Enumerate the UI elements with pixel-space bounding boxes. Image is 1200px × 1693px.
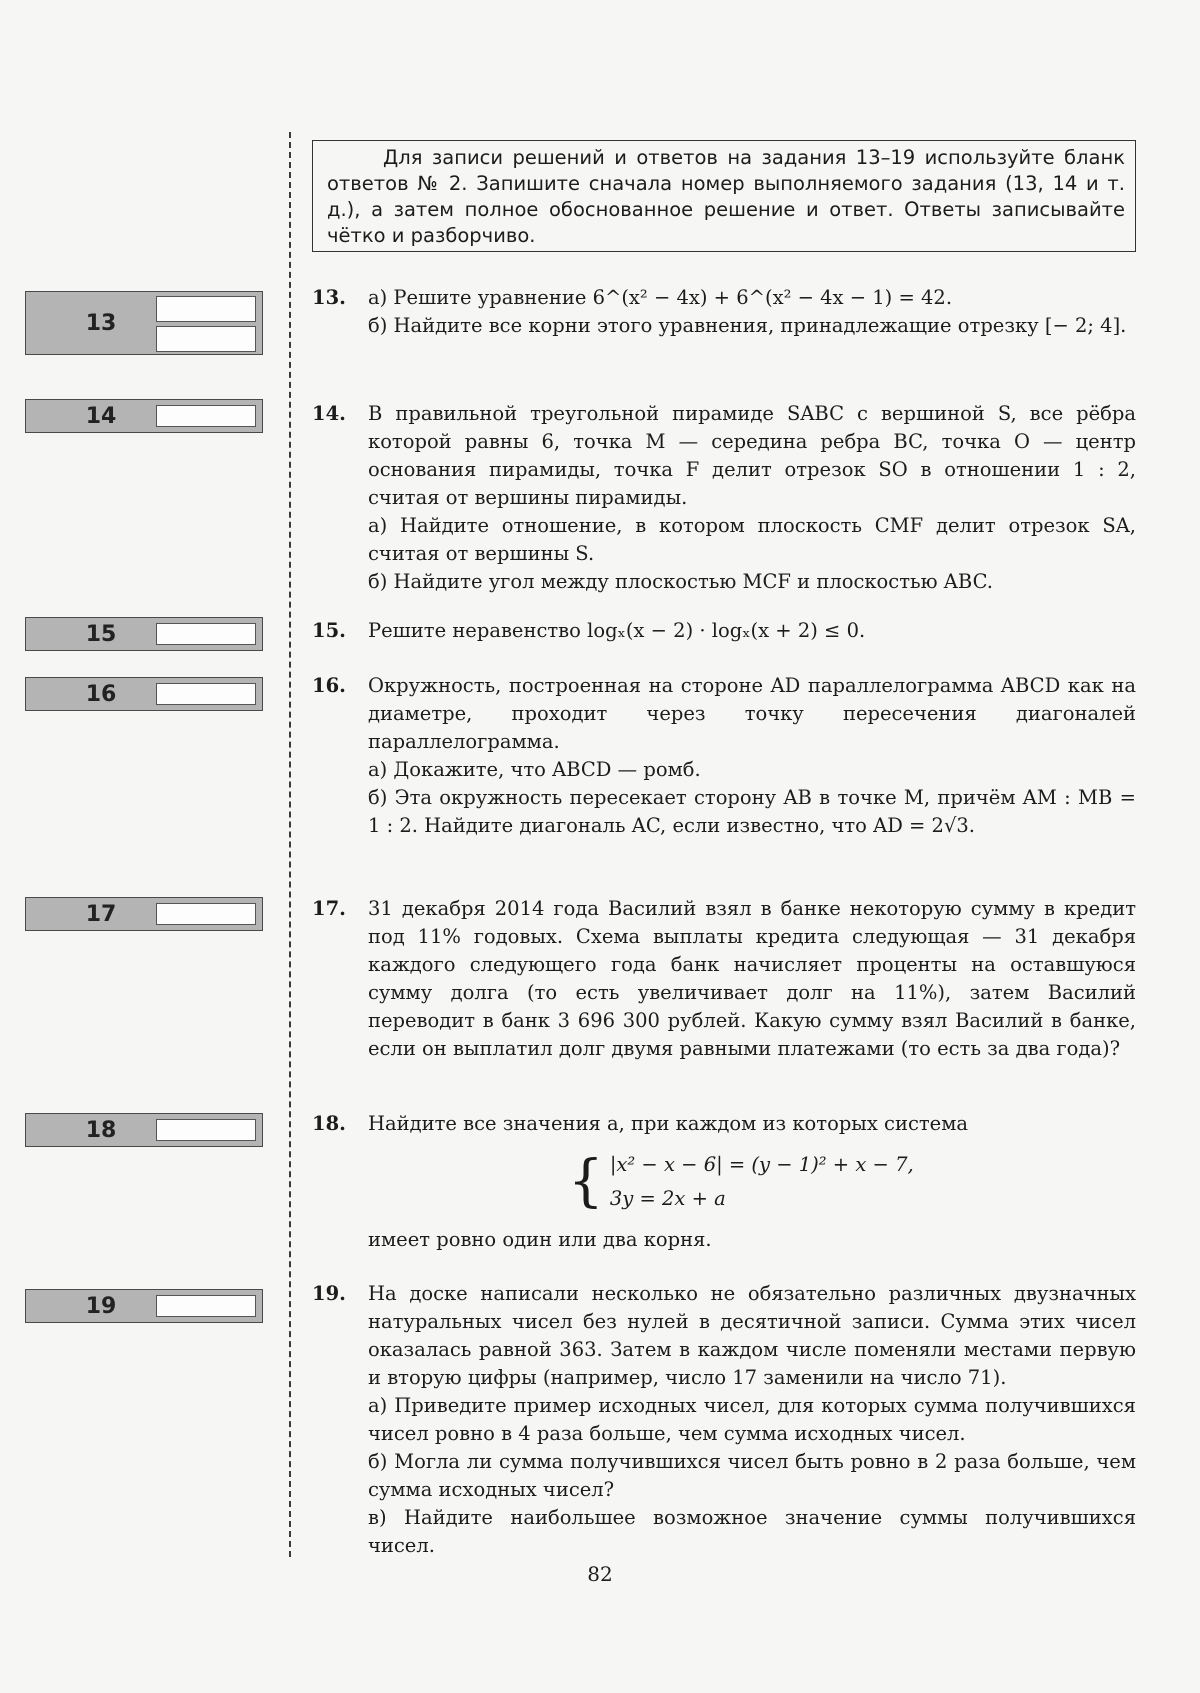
tag-number: 13	[85, 310, 117, 336]
cut-line	[289, 132, 291, 1557]
answer-box[interactable]	[156, 623, 256, 645]
task-16-part-a: а) Докажите, что ABCD — ромб.	[368, 758, 701, 781]
task-18	[312, 1110, 1136, 1254]
task-14-part-a: а) Найдите отношение, в котором плоскость CMF делит отрезок SA, считая от вершины S.	[368, 514, 1136, 565]
task-number: 16.	[312, 674, 346, 697]
answer-box[interactable]	[156, 296, 256, 322]
tag-number: 15	[85, 621, 117, 647]
task-number: 14.	[312, 402, 346, 425]
task-number: 19.	[312, 1282, 346, 1305]
tag-number: 17	[85, 901, 117, 927]
task-number: 18.	[312, 1112, 346, 1135]
task-16	[312, 672, 1136, 840]
system-brace: {	[568, 1149, 604, 1214]
answer-box[interactable]	[156, 683, 256, 705]
instructions-box	[312, 140, 1136, 252]
answer-box[interactable]	[156, 903, 256, 925]
task-13	[312, 284, 1136, 340]
answer-box[interactable]	[156, 1295, 256, 1317]
answer-tag-19	[25, 1289, 263, 1323]
tag-number: 16	[85, 681, 117, 707]
task-17-text: 31 декабря 2014 года Василий взял в банке некоторую сумму в кредит под 11% годовых. Схема выплаты кредита следующая — 31 декабря каждого следующего года банк начисляет проценты на оставшуюся сумму долга (то есть увеличивает долг на 11%), затем Василий переводит в банк 3 696 300 рублей. Какую сумму взял Василий в банке, если он выплатил долг двумя равными платежами (то есть за два года)?	[368, 897, 1136, 1060]
task-18-outro: имеет ровно один или два корня.	[368, 1228, 712, 1251]
system-equation-2: 3y = 2x + a	[609, 1187, 726, 1210]
task-13-part-a: а) Решите уравнение 6^(x² − 4x) + 6^(x² − 4x − 1) = 42.	[368, 286, 953, 309]
answer-tag-15	[25, 617, 263, 651]
answer-box[interactable]	[156, 1119, 256, 1141]
task-19-part-b: б) Могла ли сумма получившихся чисел быть ровно в 2 раза больше, чем сумма исходных чисел?	[368, 1450, 1136, 1501]
task-16-intro: Окружность, построенная на стороне AD параллелограмма ABCD как на диаметре, проходит через точку пересечения диагоналей параллелограмма.	[368, 674, 1136, 753]
task-16-part-b: б) Эта окружность пересекает сторону AB в точке M, причём AM : MB = 1 : 2. Найдите диагональ AC, если известно, что AD = 2√3.	[368, 786, 1136, 837]
instructions-text: Для записи решений и ответов на задания 13–19 используйте бланк ответов № 2. Запишите сначала номер выполняемого задания (13, 14 и т. д.), а затем полное обоснованное решение и ответ. Ответы записывайте чётко и разборчиво.	[327, 146, 1125, 247]
answer-box[interactable]	[156, 326, 256, 352]
tag-number: 14	[85, 403, 117, 429]
task-14-intro: В правильной треугольной пирамиде SABC с вершиной S, все рёбра которой равны 6, точка M — середина ребра BC, точка O — центр основания пирамиды, точка F делит отрезок SO в отношении 1 : 2, считая от вершины пирамиды.	[368, 402, 1136, 509]
task-number: 15.	[312, 619, 346, 642]
task-19	[312, 1280, 1136, 1560]
task-number: 17.	[312, 897, 346, 920]
answer-box[interactable]	[156, 405, 256, 427]
task-14	[312, 400, 1136, 596]
task-19-part-a: а) Приведите пример исходных чисел, для которых сумма получившихся чисел ровно в 4 раза больше, чем сумма исходных чисел.	[368, 1394, 1136, 1445]
task-14-part-b: б) Найдите угол между плоскостью MCF и плоскостью ABC.	[368, 570, 993, 593]
task-number: 13.	[312, 286, 346, 309]
task-15	[312, 617, 1136, 645]
task-17	[312, 895, 1136, 1063]
answer-tag-18	[25, 1113, 263, 1147]
task-19-part-c: в) Найдите наибольшее возможное значение суммы получившихся чисел.	[368, 1506, 1136, 1557]
answer-tag-17	[25, 897, 263, 931]
tag-number: 19	[85, 1293, 117, 1319]
answer-tag-13	[25, 291, 263, 355]
task-18-intro: Найдите все значения a, при каждом из которых система	[368, 1112, 968, 1135]
system-equation-1: |x² − x − 6| = (y − 1)² + x − 7,	[609, 1153, 914, 1176]
task-13-part-b: б) Найдите все корни этого уравнения, принадлежащие отрезку [− 2; 4].	[368, 314, 1127, 337]
answer-tag-16	[25, 677, 263, 711]
equation-system	[568, 1148, 1136, 1216]
page-number: 82	[587, 1562, 613, 1586]
task-15-text: Решите неравенство logₓ(x − 2) · logₓ(x + 2) ≤ 0.	[368, 619, 866, 642]
answer-tag-14	[25, 399, 263, 433]
task-19-intro: На доске написали несколько не обязательно различных двузначных натуральных чисел без нулей в десятичной записи. Сумма этих чисел оказалась равной 363. Затем в каждом числе поменяли местами первую и вторую цифры (например, число 17 заменили на число 71).	[368, 1282, 1136, 1389]
tag-number: 18	[85, 1117, 117, 1143]
